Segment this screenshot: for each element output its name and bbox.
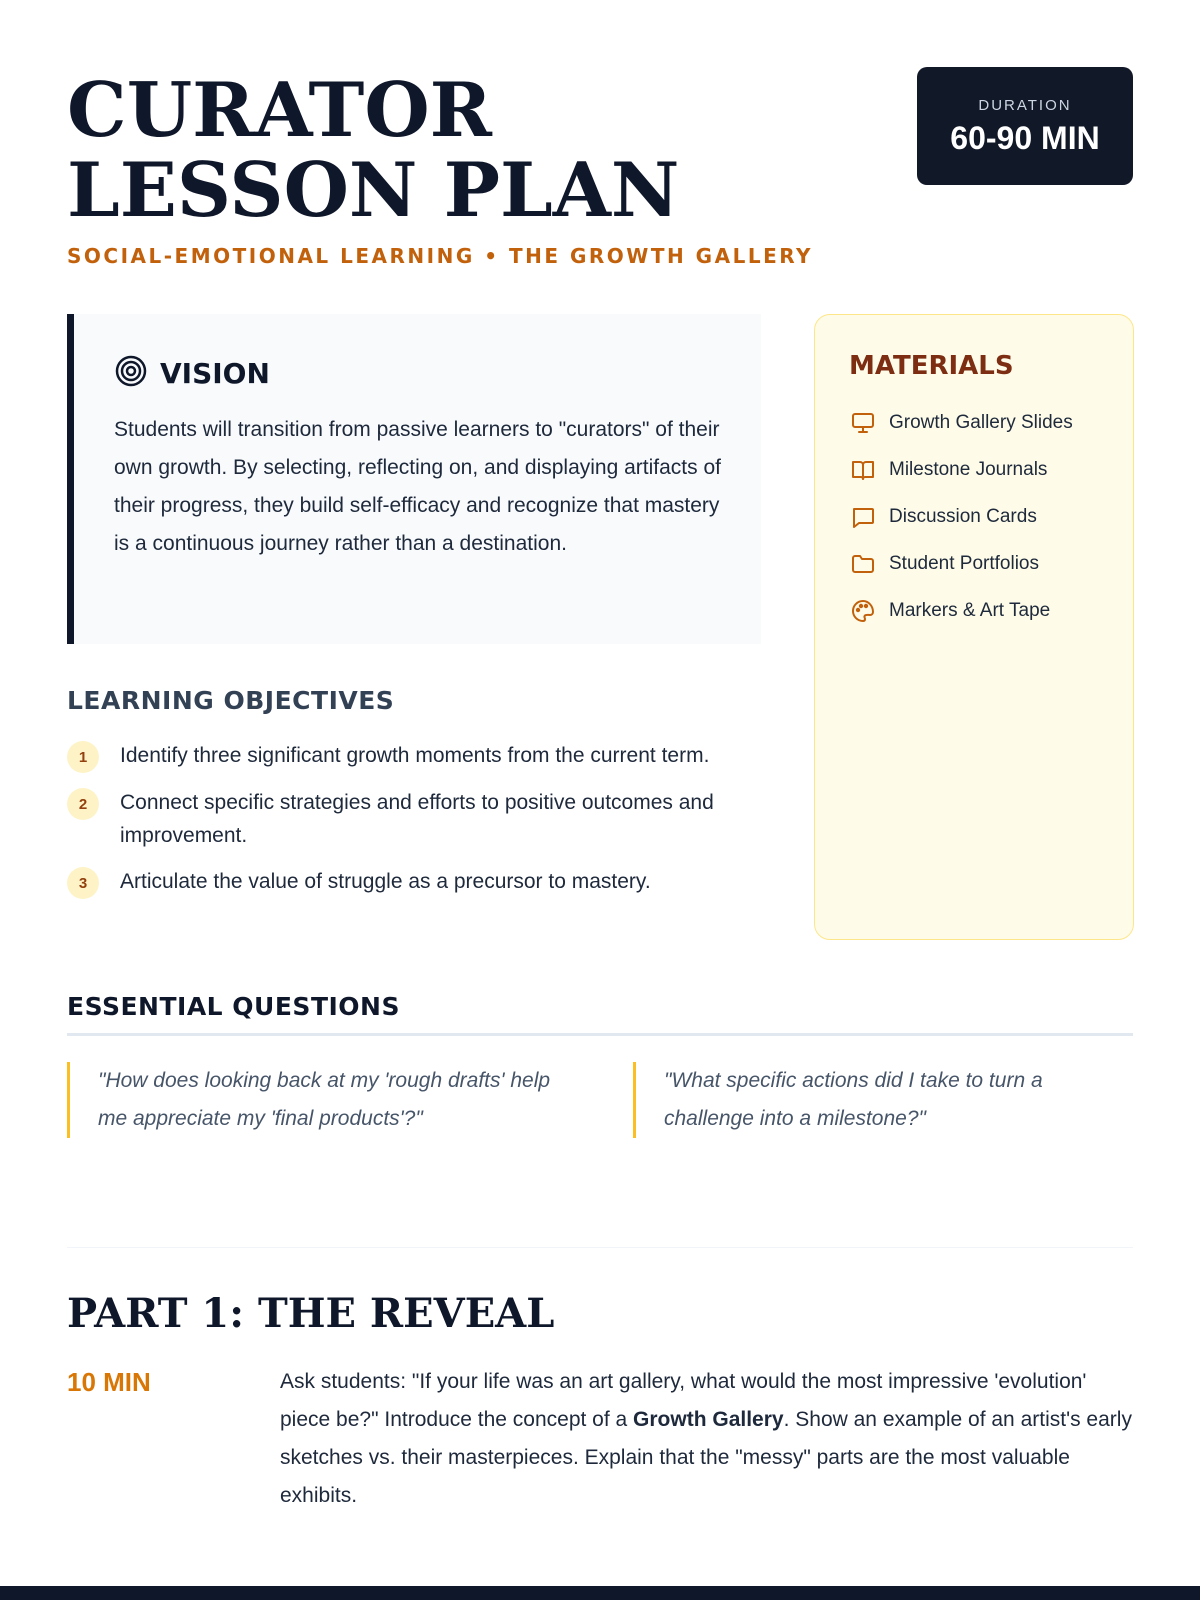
essential-question: "How does looking back at my 'rough drafts' help me appreciate my 'final products'?": [67, 1062, 567, 1138]
material-item: [849, 399, 1099, 446]
material-item: [849, 540, 1099, 587]
objective-text: Identify three significant growth moments from the current term.: [120, 744, 710, 767]
page-subtitle: SOCIAL-EMOTIONAL LEARNING • THE GROWTH GALLERY: [67, 244, 814, 268]
duration-value: 60-90 MIN: [950, 120, 1100, 156]
learning-objectives: [67, 686, 767, 912]
folder-icon: [849, 550, 877, 578]
material-label: Discussion Cards: [889, 505, 1037, 527]
book-icon: [849, 456, 877, 484]
material-item: [849, 493, 1099, 540]
materials-heading: MATERIALS: [849, 351, 1014, 381]
vision-header: [114, 354, 721, 393]
page-header: [67, 66, 1133, 268]
objective-number: 1: [67, 741, 99, 773]
material-item: [849, 587, 1099, 634]
palette-icon: [849, 597, 877, 625]
essential-question: "What specific actions did I take to turn a challenge into a milestone?": [633, 1062, 1133, 1138]
part-heading: PART 1: THE REVEAL: [67, 1290, 555, 1337]
objectives-heading: LEARNING OBJECTIVES: [67, 686, 395, 715]
vision-heading: VISION: [160, 357, 270, 390]
vision-text: Students will transition from passive learners to "curators" of their own growth. By selecting, reflecting on, and displaying artifacts of their progress, they build self-efficacy and recognize that mastery is a continuous journey rather than a destination.: [114, 418, 721, 555]
material-label: Growth Gallery Slides: [889, 411, 1073, 433]
material-label: Student Portfolios: [889, 552, 1039, 574]
presentation-icon: [849, 409, 877, 437]
part-description: [280, 1363, 1133, 1515]
page-title: CURATOR LESSON PLAN: [67, 66, 680, 234]
objective-text: Connect specific strategies and efforts to positive outcomes and improvement.: [120, 791, 714, 847]
part-text-before: Ask students: "If your life was an art gallery, what would the most impressive 'evolution' piece be?" Introduce the concept of a: [280, 1370, 1087, 1431]
part-row: [67, 1363, 1133, 1515]
objective-number: 2: [67, 788, 99, 820]
objective-item: [67, 786, 767, 852]
duration-label: DURATION: [978, 97, 1072, 114]
essential-questions: [67, 992, 1133, 1138]
part-time: 10 MIN: [67, 1367, 151, 1397]
material-label: Milestone Journals: [889, 458, 1048, 480]
vision-card: [67, 314, 761, 644]
part-text-bold: Growth Gallery: [633, 1408, 784, 1431]
questions-row: [67, 1062, 1133, 1138]
objective-number: 3: [67, 867, 99, 899]
part-text-after: . Show an example of an artist's early sketches vs. their masterpieces. Explain that the "messy" parts are the most valuable exhibits.: [280, 1408, 1132, 1507]
objective-item: [67, 865, 767, 899]
footer-bar: [0, 1586, 1200, 1600]
duration-badge: [917, 67, 1133, 185]
material-label: Markers & Art Tape: [889, 599, 1051, 621]
essential-heading: ESSENTIAL QUESTIONS: [67, 992, 1133, 1036]
part-1-section: [67, 1290, 1133, 1515]
chat-bubble-icon: [849, 503, 877, 531]
objective-item: [67, 739, 767, 773]
target-icon: [114, 354, 148, 393]
section-divider: [67, 1247, 1133, 1248]
materials-panel: [814, 314, 1134, 940]
objectives-list: [67, 739, 767, 899]
material-item: [849, 446, 1099, 493]
materials-list: [849, 399, 1099, 634]
objective-text: Articulate the value of struggle as a precursor to mastery.: [120, 870, 651, 893]
